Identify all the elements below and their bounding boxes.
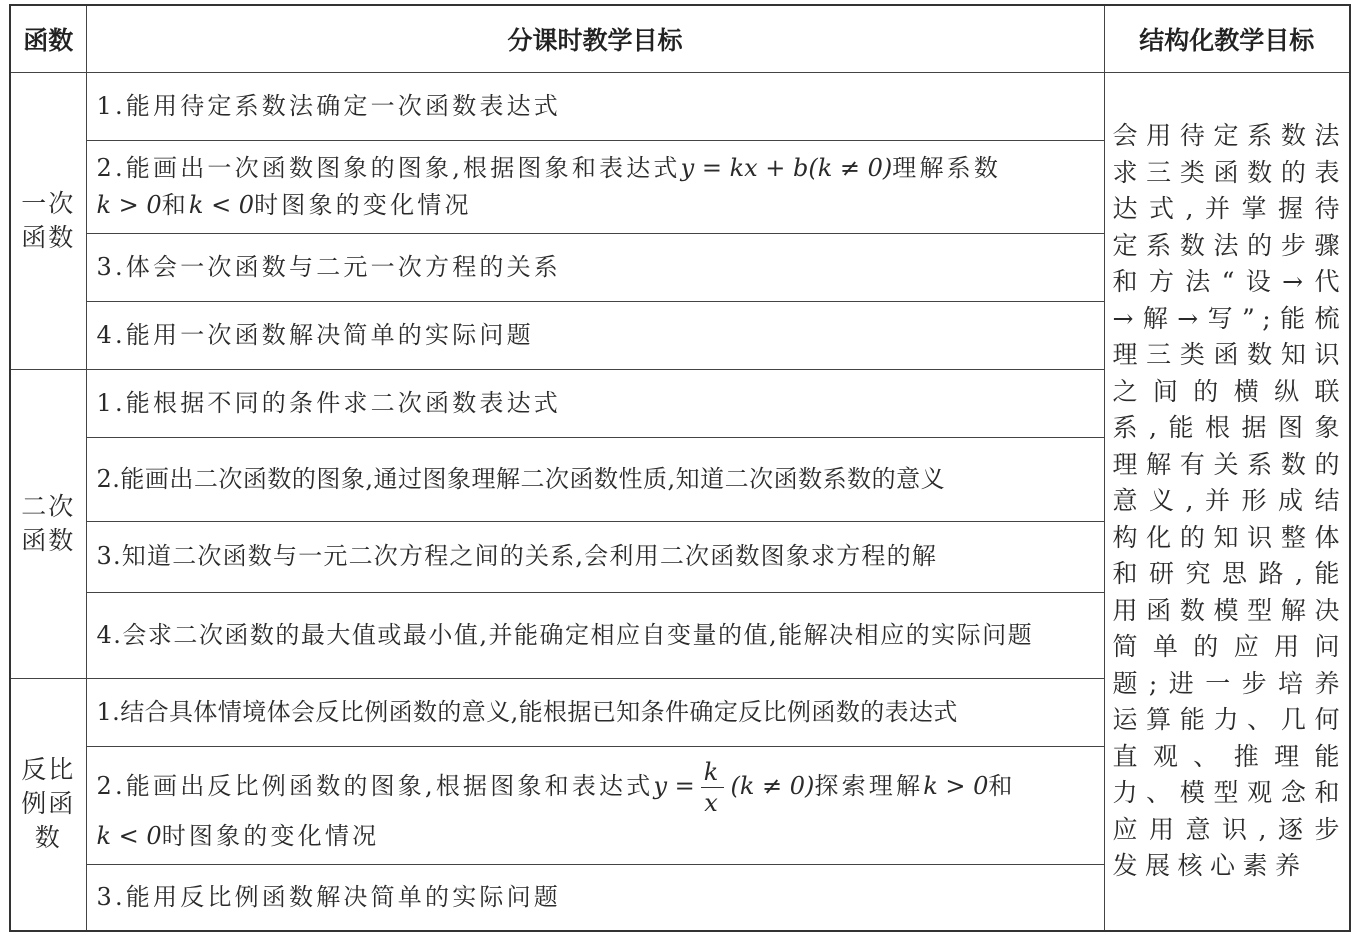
function-name-quadratic: 二次函数: [10, 369, 86, 678]
objectives-table: [9, 4, 1351, 932]
function-name-linear: 一次函数: [10, 73, 86, 370]
function-name-inverse: 反比例函数: [10, 678, 86, 931]
quadratic-item-2: 2.能画出二次函数的图象,通过图象理解二次函数性质,知道二次函数系数的意义: [86, 438, 1104, 522]
inverse-item-2: 2.能画出反比例函数的图象,根据图象和表达式y = $\frac{k}{x}$ (k ≠ 0)探索理解k > 0和 k < 0时图象的变化情况: [86, 746, 1104, 864]
header-row: [10, 5, 1350, 73]
structured-objective-text: 会用待定系数法求三类函数的表达式,并掌握待定系数法的步骤和方法“设→代→解→写”;能梳理三类函数知识之间的横纵联系,能根据图象理解有关系数的意义,并形成结构化的知识整体和研究思路,能用函数模型解决简单的应用问题;进一步培养运算能力、几何直观、推理能力、模型观念和应用意识,逐步发展核心素养: [1104, 73, 1350, 931]
header-lesson-objectives: 分课时教学目标: [86, 5, 1104, 73]
inverse-item-1: 1.结合具体情境体会反比例函数的意义,能根据已知条件确定反比例函数的表达式: [86, 678, 1104, 746]
quadratic-item-3: 3.知道二次函数与一元二次方程之间的关系,会利用二次函数图象求方程的解: [86, 522, 1104, 592]
fraction-k-over-x: $\frac{k}{x}$: [701, 757, 725, 818]
table-row: [10, 73, 1350, 141]
inverse-item-3: 3.能用反比例函数解决简单的实际问题: [86, 865, 1104, 931]
header-structured-objectives: 结构化教学目标: [1104, 5, 1350, 73]
linear-item-3: 3.体会一次函数与二元一次方程的关系: [86, 233, 1104, 301]
header-function: 函数: [10, 5, 86, 73]
linear-item-2: 2.能画出一次函数图象的图象,根据图象和表达式y = kx + b(k ≠ 0)理解系数 k > 0和k < 0时图象的变化情况: [86, 141, 1104, 233]
quadratic-item-1: 1.能根据不同的条件求二次函数表达式: [86, 369, 1104, 437]
linear-item-1: 1.能用待定系数法确定一次函数表达式: [86, 73, 1104, 141]
linear-item-4: 4.能用一次函数解决简单的实际问题: [86, 301, 1104, 369]
quadratic-item-4: 4.会求二次函数的最大值或最小值,并能确定相应自变量的值,能解决相应的实际问题: [86, 592, 1104, 678]
